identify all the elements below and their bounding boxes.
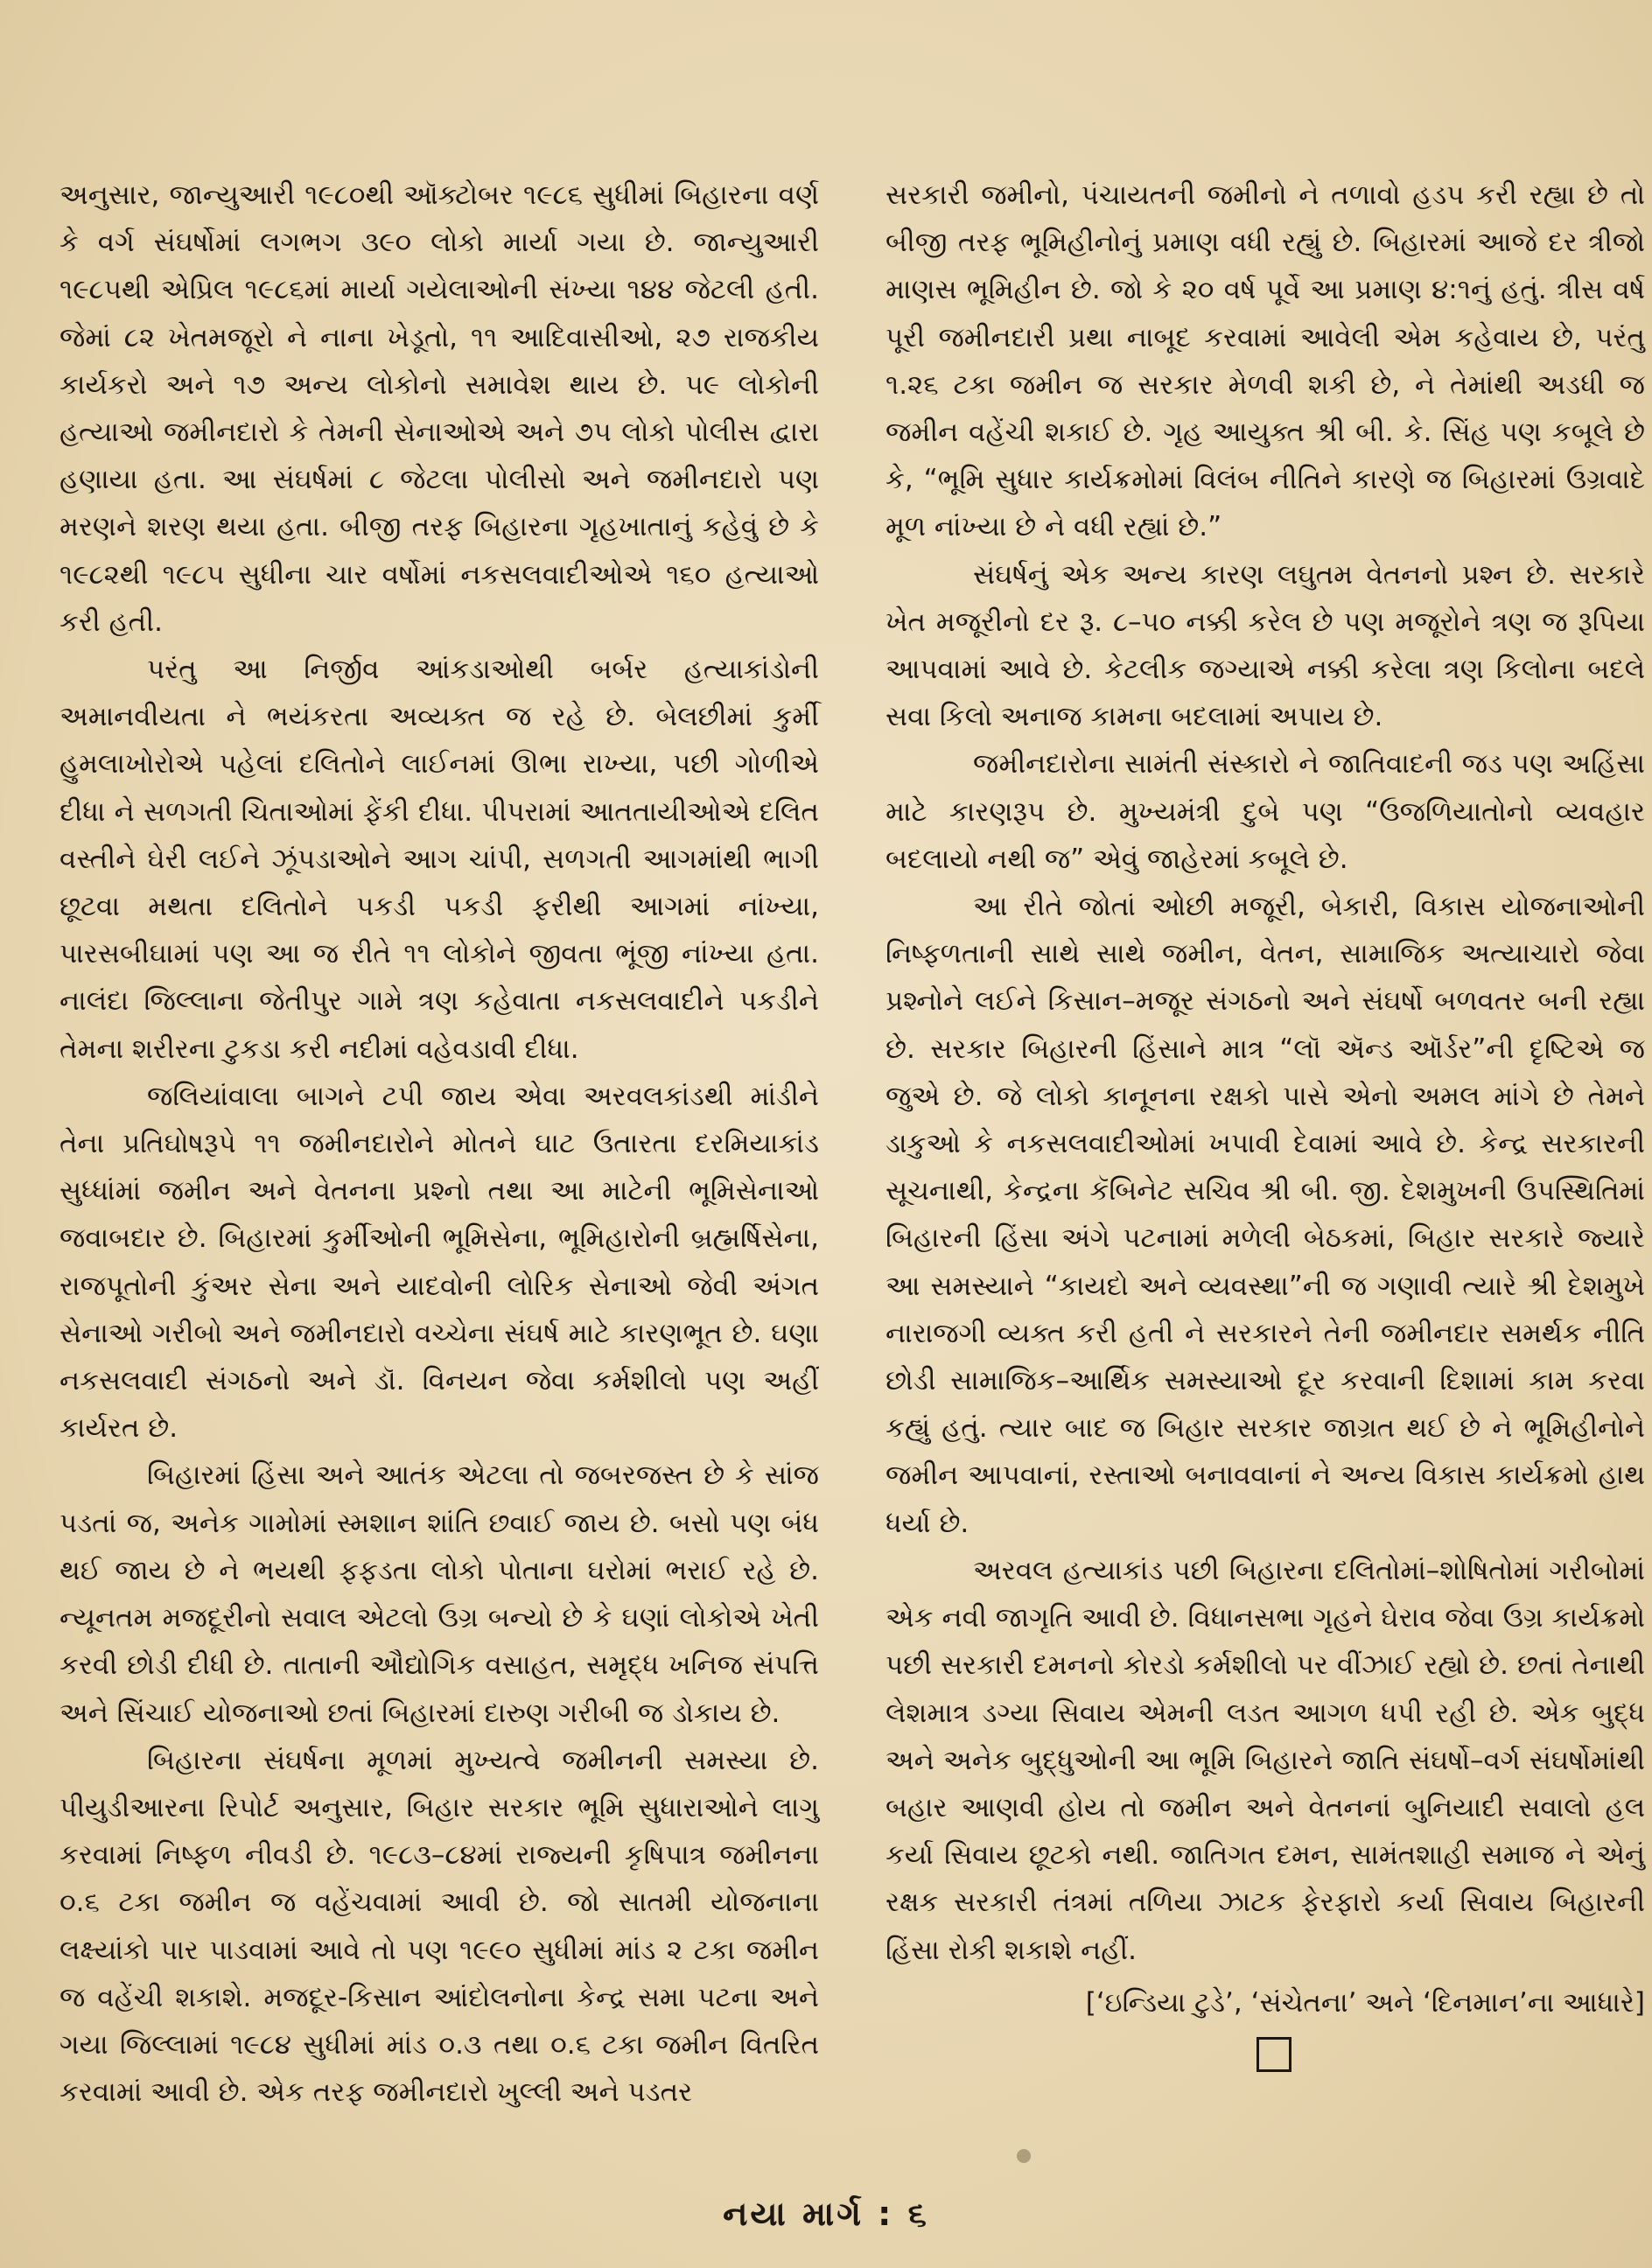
paragraph: જમીનદારોના સામંતી સંસ્કારો ને જાતિવાદની જડ પણ અહિંસા માટે કારણરૂપ છે. મુખ્યમંત્રી દુબે પણ “ઉજળિયાતોનો વ્યવહાર બદલાયો નથી જ” એવું જાહેરમાં કબૂલે છે.	[886, 748, 1645, 875]
paragraph: અનુસાર, જાન્યુઆરી ૧૯૮૦થી ઑક્ટોબર ૧૯૮૬ સુધીમાં બિહારના વર્ણ કે વર્ગ સંઘર્ષોમાં લગભગ ૩૯૦ લોકો માર્યા ગયા છે. જાન્યુઆરી ૧૯૮૫થી એપ્રિલ ૧૯૮૬માં માર્યા ગયેલાઓની સંખ્યા ૧૪૪ જેટલી હતી. જેમાં ૮૨ ખેતમજૂરો ને નાના ખેડૂતો, ૧૧ આદિવાસીઓ, ૨૭ રાજકીય કાર્યકરો અને ૧૭ અન્ય લોકોનો સમાવેશ થાય છે. ૫૯ લોકોની હત્યાઓ જમીનદારો કે તેમની સેનાઓએ અને ૭૫ લોકો પોલીસ દ્વારા હણાયા હતા. આ સંઘર્ષમાં ૮ જેટલા પોલીસો અને જમીનદારો પણ મરણને શરણ થયા હતા. બીજી તરફ બિહારના ગૃહખાતાનું કહેવું છે કે ૧૯૮૨થી ૧૯૮૫ સુધીના ચાર વર્ષોમાં નકસલવાદીઓએ ૧૬૦ હત્યાઓ કરી હતી.	[60, 179, 819, 638]
paragraph: અરવલ હત્યાકાંડ પછી બિહારના દલિતોમાં–શોષિતોમાં ગરીબોમાં એક નવી જાગૃતિ આવી છે. વિધાનસભા ગૃહને ઘેરાવ જેવા ઉગ્ર કાર્યક્રમો પછી સરકારી દમનનો કોરડો કર્મશીલો પર વીંઝાઈ રહ્યો છે. છતાં તેનાથી લેશમાત્ર ડગ્યા સિવાય એમની લડત આગળ ધપી રહી છે. એક બુદ્ધ અને અનેક બુદ્ધુઓની આ ભૂમિ બિહારને જાતિ સંઘર્ષો–વર્ગ સંઘર્ષોમાંથી બહાર આણવી હોય તો જમીન અને વેતનનાં બુનિયાદી સવાલો હલ કર્યા સિવાય છૂટકો નથી. જાતિગત દમન, સામંતશાહી સમાજ ને એનું રક્ષક સરકારી તંત્રમાં તળિયા ઝાટક ફેરફારો કર્યા સિવાય બિહારની હિંસા રોકી શકાશે નહીં.	[886, 1554, 1645, 1966]
paragraph: બિહારમાં હિંસા અને આતંક એટલા તો જબરજસ્ત છે કે સાંજ પડતાં જ, અનેક ગામોમાં સ્મશાન શાંતિ છવાઈ જાય છે. બસો પણ બંધ થઈ જાય છે ને ભયથી ફફડતા લોકો પોતાના ઘરોમાં ભરાઈ રહે છે. ન્યૂનતમ મજદૂરીનો સવાલ એટલો ઉગ્ર બન્યો છે કે ઘણાં લોકોએ ખેતી કરવી છોડી દીધી છે. તાતાની ઔદ્યોગિક વસાહત, સમૃદ્ધ ખનિજ સંપત્તિ અને સિંચાઈ યોજનાઓ છતાં બિહારમાં દારુણ ગરીબી જ ડોકાય છે.	[60, 1460, 819, 1729]
pin-hole-mark	[1017, 2149, 1031, 2163]
paragraph: બિહારના સંઘર્ષના મૂળમાં મુખ્યત્વે જમીનની સમસ્યા છે. પીયુડીઆરના રિપોર્ટ અનુસાર, બિહાર સરકાર ભૂમિ સુધારાઓને લાગુ કરવામાં નિષ્ફળ નીવડી છે. ૧૯૮૩–૮૪માં રાજ્યની કૃષિપાત્ર જમીનના ૦.૬ ટકા જમીન જ વહેંચવામાં આવી છે. જો સાતમી યોજનાના લક્ષ્યાંકો પાર પાડવામાં આવે તો પણ ૧૯૯૦ સુધીમાં માંડ ૨ ટકા જમીન જ વહેંચી શકાશે. મજદૂર-કિસાન આંદોલનોના કેન્દ્ર સમા પટના અને ગયા જિલ્લામાં ૧૯૮૪ સુધીમાં માંડ ૦.૩ તથા ૦.૬ ટકા જમીન વિતરિત કરવામાં આવી છે. એક તરફ જમીનદારો ખુલ્લી અને પડતર	[60, 1744, 819, 2109]
paragraph: સંઘર્ષનું એક અન્ય કારણ લઘુતમ વેતનનો પ્રશ્ન છે. સરકારે ખેત મજૂરીનો દર રૂ. ૮–૫૦ નક્કી કરેલ છે પણ મજૂરોને ત્રણ જ રૂપિયા આપવામાં આવે છે. કેટલીક જગ્યાએ નક્કી કરેલા ત્રણ કિલોના બદલે સવા કિલો અનાજ કામના બદલામાં અપાય છે.	[886, 558, 1645, 733]
left-column	[60, 172, 819, 2116]
paragraph: સરકારી જમીનો, પંચાયતની જમીનો ને તળાવો હડપ કરી રહ્યા છે તો બીજી તરફ ભૂમિહીનોનું પ્રમાણ વધી રહ્યું છે. બિહારમાં આજે દર ત્રીજો માણસ ભૂમિહીન છે. જો કે ૨૦ વર્ષ પૂર્વે આ પ્રમાણ ૪:૧નું હતું. ત્રીસ વર્ષ પૂરી જમીનદારી પ્રથા નાબૂદ કરવામાં આવેલી એમ કહેવાય છે, પરંતુ ૧.૨૬ ટકા જમીન જ સરકાર મેળવી શકી છે, ને તેમાંથી અડધી જ જમીન વહેંચી શકાઈ છે. ગૃહ આયુક્ત શ્રી બી. કે. સિંહ પણ કબૂલે છે કે, “ભૂમિ સુધાર કાર્યક્રમોમાં વિલંબ નીતિને કારણે જ બિહારમાં ઉગ્રવાદે મૂળ નાંખ્યા છે ને વધી રહ્યાં છે.”	[886, 179, 1645, 543]
source-note: [‘ઇન્ડિયા ટુડે’, ‘સંચેતના’ અને ‘દિનમાન’ના આધારે]	[1085, 1986, 1645, 2019]
right-column	[886, 172, 1645, 2072]
paragraph: આ રીતે જોતાં ઓછી મજૂરી, બેકારી, વિકાસ યોજનાઓની નિષ્ફળતાની સાથે સાથે જમીન, વેતન, સામાજિક અત્યાચારો જેવા પ્રશ્નોને લઈને કિસાન–મજૂર સંગઠનો અને સંઘર્ષો બળવતર બની રહ્યા છે. સરકાર બિહારની હિંસાને માત્ર “લૉ ઍન્ડ ઑર્ડર”ની દૃષ્ટિએ જ જુએ છે. જે લોકો કાનૂનના રક્ષકો પાસે એનો અમલ માંગે છે તેમને ડાકુઓ કે નકસલવાદીઓમાં ખપાવી દેવામાં આવે છે. કેન્દ્ર સરકારની સૂચનાથી, કેન્દ્રના કૅબિનેટ સચિવ શ્રી બી. જી. દેશમુખની ઉપસ્થિતિમાં બિહારની હિંસા અંગે પટનામાં મળેલી બેઠકમાં, બિહાર સરકારે જ્યારે આ સમસ્યાને “કાયદો અને વ્યવસ્થા”ની જ ગણાવી ત્યારે શ્રી દેશમુખે નારાજગી વ્યક્ત કરી હતી ને સરકારને તેની જમીનદાર સમર્થક નીતિ છોડી સામાજિક–આર્થિક સમસ્યાઓ દૂર કરવાની દિશામાં કામ કરવા કહ્યું હતું. ત્યાર બાદ જ બિહાર સરકાર જાગ્રત થઈ છે ને ભૂમિહીનોને જમીન આપવાનાં, રસ્તાઓ બનાવવાનાં ને અન્ય વિકાસ કાર્યક્રમો હાથ ધર્યા છે.	[886, 891, 1645, 1539]
page-footer: નયા માર્ગ : ૬	[723, 2194, 929, 2233]
paragraph: જલિયાંવાલા બાગને ટપી જાય એવા અરવલકાંડથી માંડીને તેના પ્રતિઘોષરૂપે ૧૧ જમીનદારોને મોતને ઘાટ ઉતારતા દરમિયાકાંડ સુધ્ધાંમાં જમીન અને વેતનના પ્રશ્નો તથા આ માટેની ભૂમિસેનાઓ જવાબદાર છે. બિહારમાં કુર્મીઓની ભૂમિસેના, ભૂમિહારોની બ્રહ્મર્ષિસેના, રાજપૂતોની કુંઅર સેના અને યાદવોની લોરિક સેનાઓ જેવી અંગત સેનાઓ ગરીબો અને જમીનદારો વચ્ચેના સંઘર્ષ માટે કારણભૂત છે. ઘણા નકસલવાદી સંગઠનો અને ડૉ. વિનયન જેવા કર્મશીલો પણ અહીં કાર્યરત છે.	[60, 1080, 819, 1445]
end-of-article-square-icon	[1256, 2037, 1292, 2072]
paragraph: પરંતુ આ નિર્જીવ આંકડાઓથી બર્બર હત્યાકાંડોની અમાનવીયતા ને ભયંકરતા અવ્યક્ત જ રહે છે. બેલછીમાં કુર્મી હુમલાખોરોએ પહેલાં દલિતોને લાઈનમાં ઊભા રાખ્યા, પછી ગોળીએ દીધા ને સળગતી ચિતાઓમાં ફેંકી દીધા. પીપરામાં આતતાયીઓએ દલિત વસ્તીને ઘેરી લઈને ઝૂંપડાઓને આગ ચાંપી, સળગતી આગમાંથી ભાગી છૂટવા મથતા દલિતોને પકડી પકડી ફરીથી આગમાં નાંખ્યા, પારસબીઘામાં પણ આ જ રીતે ૧૧ લોકોને જીવતા ભૂંજી નાંખ્યા હતા. નાલંદા જિલ્લાના જેતીપુર ગામે ત્રણ કહેવાતા નકસલવાદીને પકડીને તેમના શરીરના ટુકડા કરી નદીમાં વહેવડાવી દીધા.	[60, 654, 819, 1065]
